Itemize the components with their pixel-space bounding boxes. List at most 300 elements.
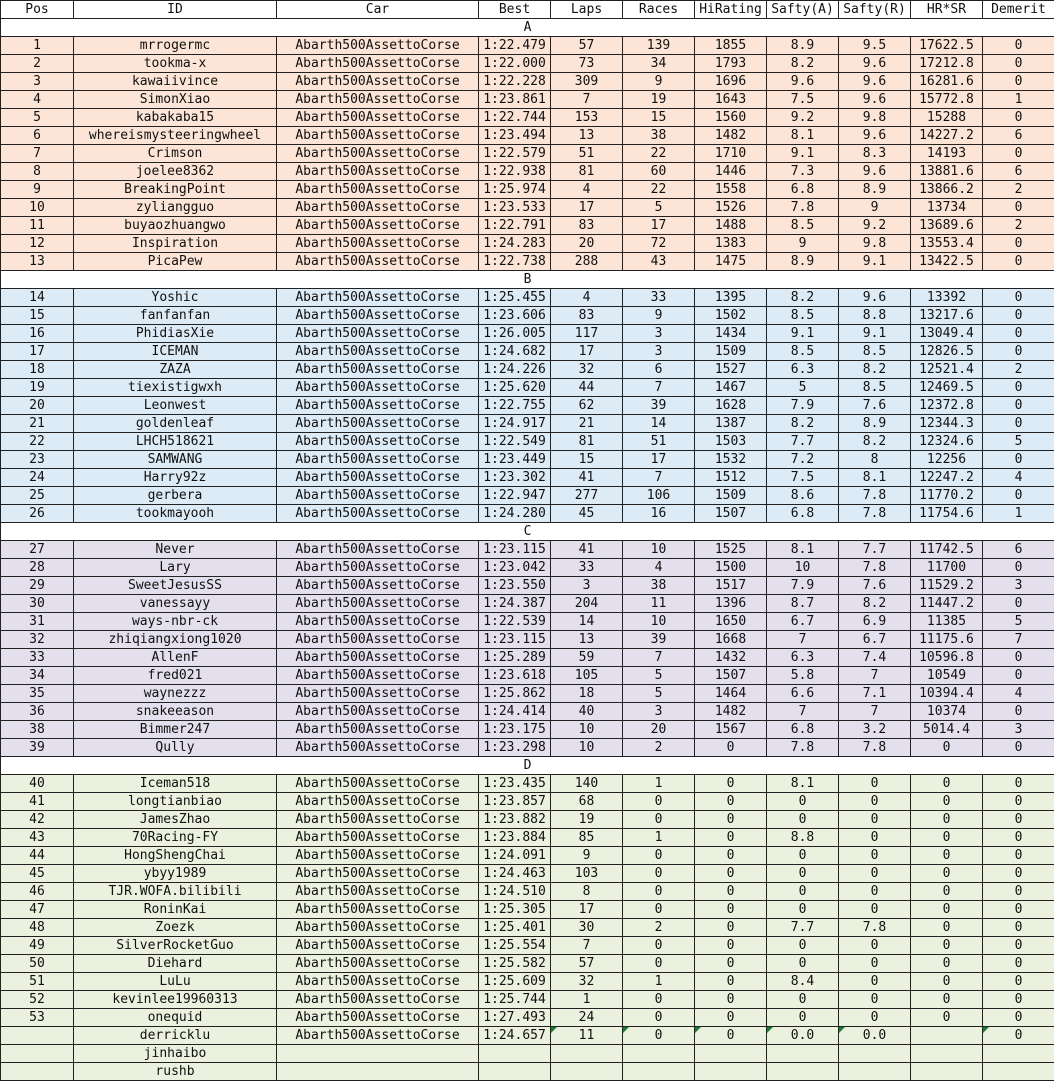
cell-pos[interactable]: 20 [1, 397, 74, 415]
cell-pos[interactable]: 47 [1, 901, 74, 919]
cell-laps[interactable]: 103 [551, 865, 623, 883]
cell-laps[interactable]: 4 [551, 289, 623, 307]
cell-hirating[interactable]: 1512 [695, 469, 767, 487]
cell-best[interactable]: 1:25.455 [479, 289, 551, 307]
cell-car[interactable]: Abarth500AssettoCorse [277, 991, 479, 1009]
cell-hirating[interactable]: 1507 [695, 505, 767, 523]
cell-laps[interactable]: 59 [551, 649, 623, 667]
cell-hr-sr[interactable]: 15288 [911, 109, 983, 127]
cell-best[interactable]: 1:23.494 [479, 127, 551, 145]
cell-safety-a[interactable]: 7.7 [767, 919, 839, 937]
cell-best[interactable]: 1:23.298 [479, 739, 551, 757]
cell-id[interactable]: goldenleaf [74, 415, 277, 433]
cell-id[interactable]: kabakaba15 [74, 109, 277, 127]
cell-safety-r[interactable]: 0 [839, 883, 911, 901]
cell-best[interactable]: 1:24.387 [479, 595, 551, 613]
cell-best[interactable]: 1:22.755 [479, 397, 551, 415]
cell-safety-r[interactable]: 8.3 [839, 145, 911, 163]
cell-safety-r[interactable]: 6.7 [839, 631, 911, 649]
cell-safety-r[interactable] [839, 1045, 911, 1063]
cell-id[interactable]: fanfanfan [74, 307, 277, 325]
cell-pos[interactable]: 11 [1, 217, 74, 235]
cell-hirating[interactable]: 1558 [695, 181, 767, 199]
cell-pos[interactable]: 52 [1, 991, 74, 1009]
cell-safety-a[interactable]: 0 [767, 883, 839, 901]
cell-hirating[interactable]: 1387 [695, 415, 767, 433]
cell-demerit[interactable]: 0 [983, 37, 1054, 55]
cell-car[interactable]: Abarth500AssettoCorse [277, 775, 479, 793]
cell-id[interactable]: Bimmer247 [74, 721, 277, 739]
cell-safety-r[interactable]: 8.1 [839, 469, 911, 487]
cell-safety-a[interactable]: 6.3 [767, 649, 839, 667]
cell-safety-r[interactable]: 0 [839, 1009, 911, 1027]
cell-safety-r[interactable]: 0 [839, 955, 911, 973]
cell-car[interactable]: Abarth500AssettoCorse [277, 433, 479, 451]
cell-safety-r[interactable]: 9.5 [839, 37, 911, 55]
cell-laps[interactable]: 10 [551, 721, 623, 739]
cell-safety-r[interactable]: 9.8 [839, 109, 911, 127]
cell-safety-a[interactable]: 5 [767, 379, 839, 397]
cell-races[interactable]: 16 [623, 505, 695, 523]
cell-laps[interactable]: 15 [551, 451, 623, 469]
cell-races[interactable]: 10 [623, 613, 695, 631]
header-cell-hr-sr[interactable]: HR*SR [911, 1, 983, 19]
cell-safety-r[interactable]: 9.6 [839, 289, 911, 307]
cell-pos[interactable]: 8 [1, 163, 74, 181]
cell-demerit[interactable]: 6 [983, 163, 1054, 181]
cell-best[interactable]: 1:22.744 [479, 109, 551, 127]
header-cell-laps[interactable]: Laps [551, 1, 623, 19]
cell-demerit[interactable]: 0 [983, 865, 1054, 883]
cell-pos[interactable]: 12 [1, 235, 74, 253]
cell-races[interactable]: 7 [623, 649, 695, 667]
cell-hr-sr[interactable]: 0 [911, 1009, 983, 1027]
cell-hr-sr[interactable]: 13049.4 [911, 325, 983, 343]
cell-pos[interactable]: 9 [1, 181, 74, 199]
cell-safety-a[interactable]: 8.6 [767, 487, 839, 505]
cell-car[interactable]: Abarth500AssettoCorse [277, 73, 479, 91]
cell-hirating[interactable]: 1696 [695, 73, 767, 91]
cell-demerit[interactable]: 0 [983, 739, 1054, 757]
cell-laps[interactable]: 288 [551, 253, 623, 271]
cell-hr-sr[interactable]: 0 [911, 937, 983, 955]
cell-hirating[interactable]: 1710 [695, 145, 767, 163]
cell-car[interactable]: Abarth500AssettoCorse [277, 343, 479, 361]
cell-races[interactable]: 10 [623, 541, 695, 559]
cell-safety-r[interactable]: 7.8 [839, 919, 911, 937]
cell-car[interactable]: Abarth500AssettoCorse [277, 847, 479, 865]
cell-hirating[interactable]: 1560 [695, 109, 767, 127]
cell-hr-sr[interactable]: 11385 [911, 613, 983, 631]
cell-pos[interactable]: 13 [1, 253, 74, 271]
cell-hirating[interactable]: 0 [695, 865, 767, 883]
cell-best[interactable]: 1:25.862 [479, 685, 551, 703]
header-cell-hirating[interactable]: HiRating [695, 1, 767, 19]
cell-safety-a[interactable]: 0 [767, 901, 839, 919]
cell-hirating[interactable]: 1502 [695, 307, 767, 325]
cell-best[interactable]: 1:22.938 [479, 163, 551, 181]
cell-id[interactable]: Diehard [74, 955, 277, 973]
cell-safety-r[interactable]: 7.8 [839, 505, 911, 523]
cell-hr-sr[interactable]: 0 [911, 919, 983, 937]
cell-laps[interactable]: 45 [551, 505, 623, 523]
cell-races[interactable]: 17 [623, 217, 695, 235]
cell-hirating[interactable]: 1482 [695, 127, 767, 145]
cell-car[interactable]: Abarth500AssettoCorse [277, 145, 479, 163]
cell-hr-sr[interactable]: 13553.4 [911, 235, 983, 253]
cell-demerit[interactable]: 0 [983, 73, 1054, 91]
cell-id[interactable]: derricklu [74, 1027, 277, 1045]
cell-pos[interactable] [1, 1063, 74, 1081]
cell-safety-a[interactable]: 8.5 [767, 307, 839, 325]
cell-safety-a[interactable]: 6.6 [767, 685, 839, 703]
cell-laps[interactable]: 44 [551, 379, 623, 397]
cell-best[interactable]: 1:24.463 [479, 865, 551, 883]
header-cell-races[interactable]: Races [623, 1, 695, 19]
cell-car[interactable]: Abarth500AssettoCorse [277, 919, 479, 937]
cell-races[interactable]: 0 [623, 955, 695, 973]
cell-id[interactable]: LHCH518621 [74, 433, 277, 451]
cell-safety-a[interactable]: 7.9 [767, 577, 839, 595]
cell-safety-r[interactable]: 9.2 [839, 217, 911, 235]
cell-hirating[interactable]: 1507 [695, 667, 767, 685]
cell-pos[interactable] [1, 1045, 74, 1063]
cell-safety-r[interactable]: 0 [839, 991, 911, 1009]
cell-safety-r[interactable]: 7.8 [839, 559, 911, 577]
cell-hirating[interactable] [695, 1045, 767, 1063]
cell-best[interactable]: 1:25.609 [479, 973, 551, 991]
cell-demerit[interactable]: 6 [983, 127, 1054, 145]
cell-hr-sr[interactable]: 13881.6 [911, 163, 983, 181]
cell-id[interactable]: SweetJesusSS [74, 577, 277, 595]
cell-pos[interactable]: 43 [1, 829, 74, 847]
cell-pos[interactable]: 39 [1, 739, 74, 757]
cell-car[interactable]: Abarth500AssettoCorse [277, 415, 479, 433]
cell-demerit[interactable]: 0 [983, 847, 1054, 865]
cell-safety-r[interactable]: 9.1 [839, 253, 911, 271]
cell-safety-a[interactable]: 9 [767, 235, 839, 253]
cell-hr-sr[interactable]: 12344.3 [911, 415, 983, 433]
cell-safety-a[interactable]: 8.5 [767, 217, 839, 235]
cell-demerit[interactable]: 0 [983, 793, 1054, 811]
cell-hirating[interactable]: 1517 [695, 577, 767, 595]
cell-car[interactable]: Abarth500AssettoCorse [277, 649, 479, 667]
cell-hirating[interactable]: 1509 [695, 343, 767, 361]
cell-hr-sr[interactable]: 12324.6 [911, 433, 983, 451]
header-cell-demerit[interactable]: Demerit [983, 1, 1054, 19]
cell-safety-r[interactable]: 7 [839, 703, 911, 721]
cell-safety-a[interactable]: 10 [767, 559, 839, 577]
cell-laps[interactable]: 85 [551, 829, 623, 847]
cell-car[interactable]: Abarth500AssettoCorse [277, 577, 479, 595]
cell-hirating[interactable]: 1526 [695, 199, 767, 217]
cell-pos[interactable]: 17 [1, 343, 74, 361]
cell-safety-a[interactable]: 8.1 [767, 127, 839, 145]
cell-safety-r[interactable]: 8.5 [839, 343, 911, 361]
header-cell-car[interactable]: Car [277, 1, 479, 19]
cell-laps[interactable]: 105 [551, 667, 623, 685]
cell-laps[interactable]: 1 [551, 991, 623, 1009]
cell-races[interactable]: 0 [623, 1009, 695, 1027]
cell-best[interactable]: 1:25.582 [479, 955, 551, 973]
cell-laps[interactable]: 41 [551, 469, 623, 487]
cell-races[interactable]: 72 [623, 235, 695, 253]
cell-hirating[interactable]: 0 [695, 793, 767, 811]
cell-races[interactable]: 0 [623, 883, 695, 901]
cell-safety-r[interactable]: 0 [839, 865, 911, 883]
cell-races[interactable]: 11 [623, 595, 695, 613]
cell-laps[interactable]: 57 [551, 955, 623, 973]
cell-car[interactable]: Abarth500AssettoCorse [277, 1009, 479, 1027]
cell-demerit[interactable]: 0 [983, 955, 1054, 973]
cell-hr-sr[interactable]: 0 [911, 901, 983, 919]
cell-pos[interactable]: 27 [1, 541, 74, 559]
cell-pos[interactable]: 50 [1, 955, 74, 973]
cell-car[interactable]: Abarth500AssettoCorse [277, 469, 479, 487]
cell-hr-sr[interactable]: 12372.8 [911, 397, 983, 415]
cell-best[interactable]: 1:23.175 [479, 721, 551, 739]
cell-id[interactable]: SilverRocketGuo [74, 937, 277, 955]
cell-hirating[interactable]: 0 [695, 1027, 767, 1045]
cell-best[interactable]: 1:25.305 [479, 901, 551, 919]
cell-demerit[interactable]: 0 [983, 775, 1054, 793]
cell-car[interactable]: Abarth500AssettoCorse [277, 361, 479, 379]
cell-safety-a[interactable]: 0 [767, 955, 839, 973]
cell-demerit[interactable]: 4 [983, 685, 1054, 703]
cell-id[interactable]: gerbera [74, 487, 277, 505]
cell-id[interactable]: snakeeason [74, 703, 277, 721]
cell-safety-r[interactable]: 0 [839, 937, 911, 955]
cell-pos[interactable]: 32 [1, 631, 74, 649]
cell-hr-sr[interactable]: 13422.5 [911, 253, 983, 271]
cell-pos[interactable]: 29 [1, 577, 74, 595]
cell-id[interactable]: ICEMAN [74, 343, 277, 361]
cell-safety-a[interactable]: 0 [767, 793, 839, 811]
cell-car[interactable]: Abarth500AssettoCorse [277, 829, 479, 847]
cell-laps[interactable]: 32 [551, 361, 623, 379]
cell-pos[interactable]: 16 [1, 325, 74, 343]
cell-hirating[interactable]: 1650 [695, 613, 767, 631]
cell-id[interactable]: JamesZhao [74, 811, 277, 829]
cell-laps[interactable]: 4 [551, 181, 623, 199]
cell-safety-r[interactable]: 6.9 [839, 613, 911, 631]
cell-races[interactable]: 17 [623, 451, 695, 469]
cell-hirating[interactable]: 1509 [695, 487, 767, 505]
cell-id[interactable]: PhidiasXie [74, 325, 277, 343]
cell-hr-sr[interactable]: 11529.2 [911, 577, 983, 595]
cell-pos[interactable]: 28 [1, 559, 74, 577]
cell-races[interactable]: 9 [623, 73, 695, 91]
cell-hr-sr[interactable] [911, 1045, 983, 1063]
cell-laps[interactable]: 81 [551, 163, 623, 181]
cell-laps[interactable]: 13 [551, 631, 623, 649]
cell-demerit[interactable]: 0 [983, 559, 1054, 577]
cell-laps[interactable]: 204 [551, 595, 623, 613]
cell-id[interactable]: zyliangguo [74, 199, 277, 217]
cell-pos[interactable]: 36 [1, 703, 74, 721]
cell-hirating[interactable]: 1383 [695, 235, 767, 253]
group-label[interactable]: A [1, 19, 1054, 37]
cell-races[interactable]: 3 [623, 325, 695, 343]
cell-id[interactable]: onequid [74, 1009, 277, 1027]
cell-demerit[interactable]: 0 [983, 919, 1054, 937]
cell-id[interactable]: vanessayy [74, 595, 277, 613]
cell-id[interactable]: waynezzz [74, 685, 277, 703]
cell-laps[interactable]: 68 [551, 793, 623, 811]
cell-hr-sr[interactable]: 14193 [911, 145, 983, 163]
cell-races[interactable] [623, 1063, 695, 1081]
cell-hirating[interactable]: 1488 [695, 217, 767, 235]
cell-car[interactable]: Abarth500AssettoCorse [277, 811, 479, 829]
cell-best[interactable]: 1:24.280 [479, 505, 551, 523]
cell-hr-sr[interactable] [911, 1027, 983, 1045]
cell-safety-a[interactable]: 7 [767, 631, 839, 649]
cell-id[interactable]: kawaiivince [74, 73, 277, 91]
cell-demerit[interactable]: 5 [983, 433, 1054, 451]
cell-pos[interactable]: 15 [1, 307, 74, 325]
cell-safety-r[interactable]: 8.8 [839, 307, 911, 325]
cell-races[interactable]: 0 [623, 793, 695, 811]
cell-laps[interactable] [551, 1045, 623, 1063]
cell-demerit[interactable]: 0 [983, 289, 1054, 307]
cell-car[interactable]: Abarth500AssettoCorse [277, 91, 479, 109]
cell-demerit[interactable]: 0 [983, 451, 1054, 469]
cell-safety-r[interactable]: 0 [839, 973, 911, 991]
cell-pos[interactable]: 14 [1, 289, 74, 307]
cell-safety-r[interactable] [839, 1063, 911, 1081]
cell-pos[interactable]: 2 [1, 55, 74, 73]
cell-hr-sr[interactable]: 10549 [911, 667, 983, 685]
cell-hr-sr[interactable]: 0 [911, 829, 983, 847]
cell-best[interactable]: 1:22.579 [479, 145, 551, 163]
cell-hr-sr[interactable]: 11742.5 [911, 541, 983, 559]
cell-pos[interactable]: 22 [1, 433, 74, 451]
cell-hirating[interactable]: 0 [695, 883, 767, 901]
cell-car[interactable]: Abarth500AssettoCorse [277, 235, 479, 253]
cell-races[interactable]: 3 [623, 343, 695, 361]
cell-safety-r[interactable]: 8 [839, 451, 911, 469]
cell-id[interactable]: fred021 [74, 667, 277, 685]
cell-laps[interactable]: 10 [551, 739, 623, 757]
cell-safety-r[interactable]: 8.2 [839, 433, 911, 451]
cell-pos[interactable]: 26 [1, 505, 74, 523]
cell-safety-r[interactable]: 9.6 [839, 73, 911, 91]
cell-safety-r[interactable]: 7.1 [839, 685, 911, 703]
cell-races[interactable]: 14 [623, 415, 695, 433]
cell-pos[interactable]: 35 [1, 685, 74, 703]
cell-safety-a[interactable]: 0.0 [767, 1027, 839, 1045]
header-cell-best[interactable]: Best [479, 1, 551, 19]
cell-car[interactable]: Abarth500AssettoCorse [277, 559, 479, 577]
cell-id[interactable]: PicaPew [74, 253, 277, 271]
cell-id[interactable]: Zoezk [74, 919, 277, 937]
cell-pos[interactable]: 40 [1, 775, 74, 793]
cell-pos[interactable]: 38 [1, 721, 74, 739]
cell-laps[interactable]: 117 [551, 325, 623, 343]
cell-car[interactable]: Abarth500AssettoCorse [277, 793, 479, 811]
cell-pos[interactable]: 4 [1, 91, 74, 109]
cell-safety-r[interactable]: 7.6 [839, 397, 911, 415]
cell-hr-sr[interactable]: 13866.2 [911, 181, 983, 199]
cell-best[interactable]: 1:25.554 [479, 937, 551, 955]
cell-laps[interactable] [551, 1063, 623, 1081]
cell-demerit[interactable] [983, 1045, 1054, 1063]
cell-pos[interactable]: 10 [1, 199, 74, 217]
cell-hr-sr[interactable]: 0 [911, 775, 983, 793]
cell-car[interactable]: Abarth500AssettoCorse [277, 1027, 479, 1045]
cell-hr-sr[interactable]: 0 [911, 973, 983, 991]
cell-best[interactable]: 1:22.549 [479, 433, 551, 451]
cell-demerit[interactable]: 2 [983, 217, 1054, 235]
cell-demerit[interactable]: 2 [983, 181, 1054, 199]
cell-best[interactable]: 1:24.657 [479, 1027, 551, 1045]
cell-hirating[interactable]: 1395 [695, 289, 767, 307]
cell-hr-sr[interactable]: 12469.5 [911, 379, 983, 397]
cell-car[interactable]: Abarth500AssettoCorse [277, 973, 479, 991]
cell-pos[interactable]: 6 [1, 127, 74, 145]
cell-races[interactable]: 20 [623, 721, 695, 739]
cell-hr-sr[interactable]: 11770.2 [911, 487, 983, 505]
cell-hr-sr[interactable]: 0 [911, 847, 983, 865]
cell-best[interactable] [479, 1063, 551, 1081]
cell-car[interactable] [277, 1063, 479, 1081]
cell-laps[interactable]: 83 [551, 217, 623, 235]
cell-id[interactable]: longtianbiao [74, 793, 277, 811]
cell-safety-r[interactable]: 0 [839, 811, 911, 829]
cell-laps[interactable]: 19 [551, 811, 623, 829]
cell-best[interactable]: 1:23.550 [479, 577, 551, 595]
cell-safety-a[interactable]: 0 [767, 865, 839, 883]
cell-car[interactable]: Abarth500AssettoCorse [277, 703, 479, 721]
cell-hr-sr[interactable]: 13734 [911, 199, 983, 217]
cell-hirating[interactable]: 1527 [695, 361, 767, 379]
cell-car[interactable]: Abarth500AssettoCorse [277, 595, 479, 613]
cell-car[interactable]: Abarth500AssettoCorse [277, 721, 479, 739]
cell-races[interactable]: 15 [623, 109, 695, 127]
cell-id[interactable]: BreakingPoint [74, 181, 277, 199]
cell-car[interactable]: Abarth500AssettoCorse [277, 739, 479, 757]
cell-car[interactable]: Abarth500AssettoCorse [277, 505, 479, 523]
cell-hr-sr[interactable]: 17622.5 [911, 37, 983, 55]
cell-demerit[interactable]: 0 [983, 991, 1054, 1009]
cell-hirating[interactable]: 0 [695, 847, 767, 865]
cell-races[interactable]: 38 [623, 127, 695, 145]
cell-car[interactable]: Abarth500AssettoCorse [277, 253, 479, 271]
cell-safety-a[interactable]: 6.8 [767, 721, 839, 739]
cell-best[interactable]: 1:25.974 [479, 181, 551, 199]
cell-demerit[interactable]: 0 [983, 199, 1054, 217]
cell-id[interactable]: TJR.WOFA.bilibili [74, 883, 277, 901]
cell-laps[interactable]: 17 [551, 343, 623, 361]
cell-car[interactable]: Abarth500AssettoCorse [277, 127, 479, 145]
cell-safety-r[interactable]: 9.6 [839, 91, 911, 109]
cell-id[interactable]: zhiqiangxiong1020 [74, 631, 277, 649]
cell-demerit[interactable]: 0 [983, 973, 1054, 991]
cell-races[interactable]: 0 [623, 811, 695, 829]
cell-car[interactable]: Abarth500AssettoCorse [277, 325, 479, 343]
cell-hirating[interactable]: 1446 [695, 163, 767, 181]
cell-laps[interactable]: 41 [551, 541, 623, 559]
cell-laps[interactable]: 81 [551, 433, 623, 451]
cell-demerit[interactable]: 0 [983, 109, 1054, 127]
cell-hirating[interactable]: 0 [695, 991, 767, 1009]
cell-demerit[interactable]: 3 [983, 721, 1054, 739]
cell-safety-a[interactable]: 0 [767, 811, 839, 829]
cell-hirating[interactable]: 1464 [695, 685, 767, 703]
cell-id[interactable]: joelee8362 [74, 163, 277, 181]
cell-hr-sr[interactable]: 0 [911, 991, 983, 1009]
cell-safety-a[interactable]: 7.9 [767, 397, 839, 415]
